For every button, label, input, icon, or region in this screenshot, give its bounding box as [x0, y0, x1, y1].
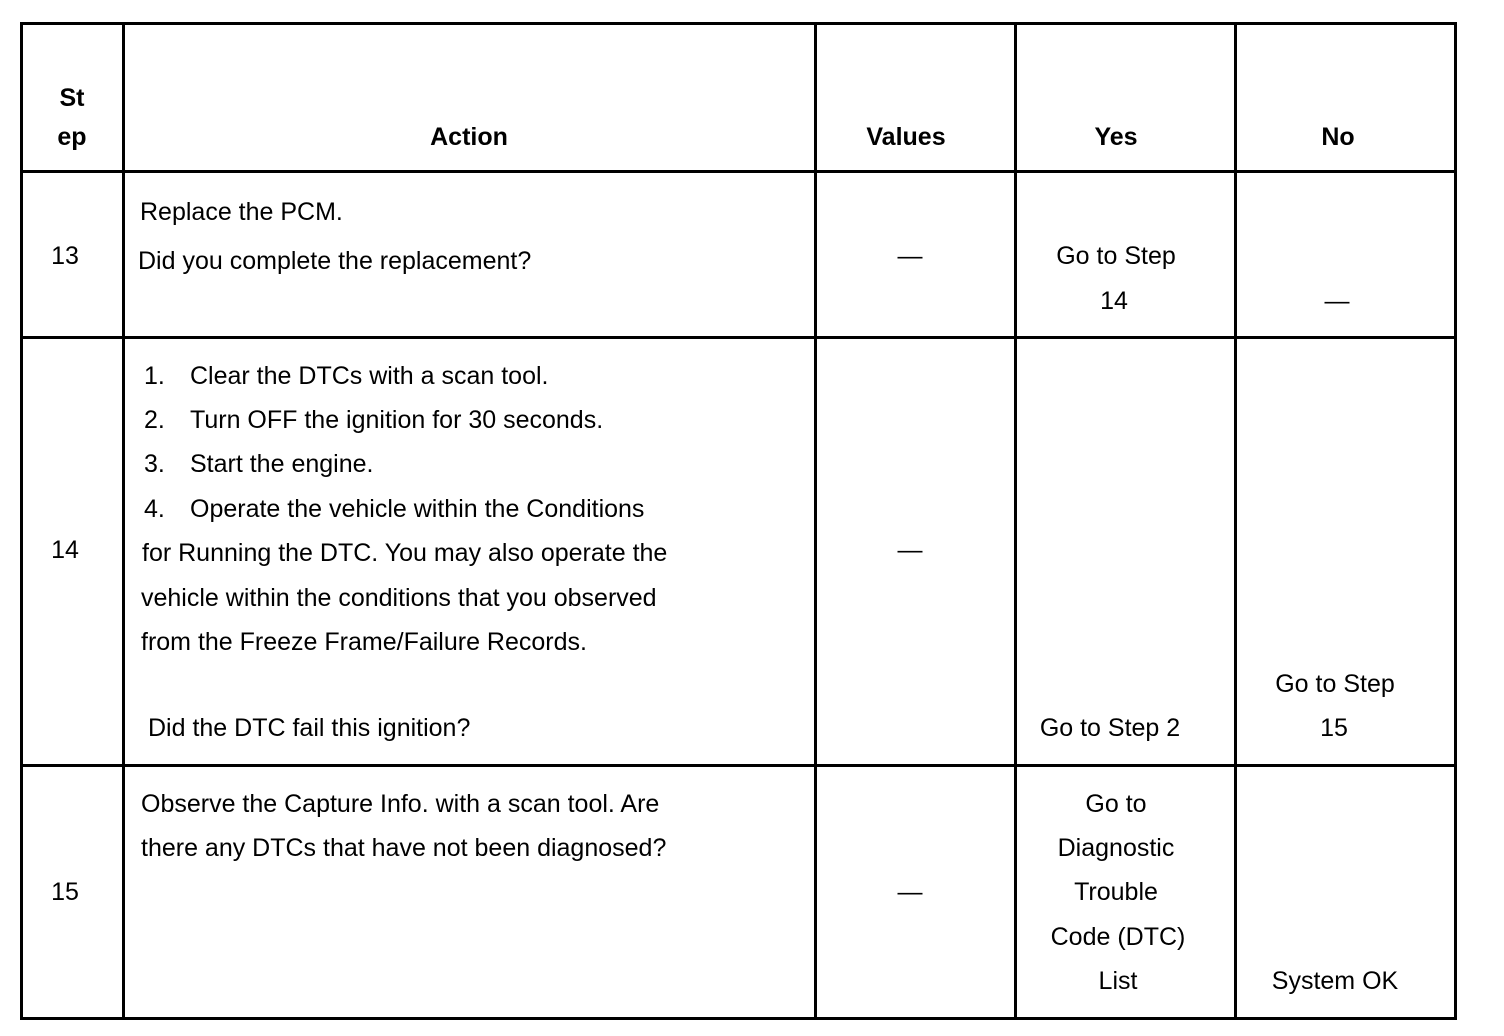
row-15-values: —: [897, 878, 923, 906]
row-14-action-continuation-3: from the Freeze Frame/Failure Records.: [141, 628, 587, 656]
row-15-yes-line3: Trouble: [1074, 878, 1158, 906]
header-yes: Yes: [1094, 123, 1138, 151]
grid-line: [20, 336, 1457, 339]
row-15-action-line2: there any DTCs that have not been diagnosed?: [141, 834, 667, 862]
row-14-no-line1: Go to Step: [1275, 670, 1395, 698]
grid-line: [20, 22, 1457, 25]
row-13-no: —: [1324, 287, 1350, 315]
grid-line: [1014, 24, 1017, 1020]
row-13-yes-line2: 14: [1100, 287, 1128, 315]
list-item-text: Clear the DTCs with a scan tool.: [190, 362, 549, 390]
list-item-text: Start the engine.: [190, 450, 374, 478]
grid-line: [20, 170, 1457, 173]
grid-line: [814, 24, 817, 1020]
header-step-line1: St: [59, 84, 85, 112]
list-item-number: 1.: [144, 362, 165, 390]
row-14-yes: Go to Step 2: [1039, 714, 1181, 742]
list-item-number: 2.: [144, 406, 165, 434]
row-13-action-line1: Replace the PCM.: [140, 198, 343, 226]
header-no: No: [1321, 123, 1355, 151]
header-step-line2: ep: [57, 123, 87, 151]
grid-line: [1234, 24, 1237, 1020]
grid-line: [20, 24, 23, 1020]
row-13-values: —: [897, 242, 923, 270]
grid-line: [20, 764, 1457, 767]
row-14-values: —: [897, 536, 923, 564]
row-15-yes-line4: Code (DTC): [1050, 923, 1186, 951]
row-15-action-line1: Observe the Capture Info. with a scan tool. Are: [141, 790, 660, 818]
header-values: Values: [866, 123, 946, 151]
row-14-action-continuation-1: for Running the DTC. You may also operate the: [142, 539, 668, 567]
header-action: Action: [430, 123, 508, 151]
row-14-list-item-4: [144, 497, 644, 522]
row-14-action-question: Did the DTC fail this ignition?: [148, 714, 471, 742]
list-item-number: 4.: [144, 495, 165, 523]
grid-line: [1454, 24, 1457, 1020]
row-14-step: 14: [51, 536, 79, 564]
grid-line: [20, 1017, 1457, 1020]
row-14-list-item-2: [144, 408, 603, 433]
row-13-yes-line1: Go to Step: [1056, 242, 1176, 270]
grid-line: [122, 24, 125, 1020]
row-15-no: System OK: [1271, 967, 1399, 995]
row-13-step: 13: [51, 242, 79, 270]
list-item-text: Operate the vehicle within the Conditions: [190, 495, 645, 523]
row-13-action-line2: Did you complete the replacement?: [138, 247, 532, 275]
row-15-yes-line5: List: [1098, 967, 1138, 995]
list-item-text: Turn OFF the ignition for 30 seconds.: [190, 406, 604, 434]
row-14-list-item-3: [144, 452, 373, 477]
row-15-yes-line2: Diagnostic: [1057, 834, 1175, 862]
row-15-step: 15: [51, 878, 79, 906]
list-item-number: 3.: [144, 450, 165, 478]
row-15-yes-line1: Go to: [1085, 790, 1147, 818]
row-14-action-continuation-2: vehicle within the conditions that you observed: [141, 584, 657, 612]
row-14-no-line2: 15: [1320, 714, 1348, 742]
header-step: [22, 86, 122, 150]
row-14-list-item-1: [144, 364, 548, 389]
